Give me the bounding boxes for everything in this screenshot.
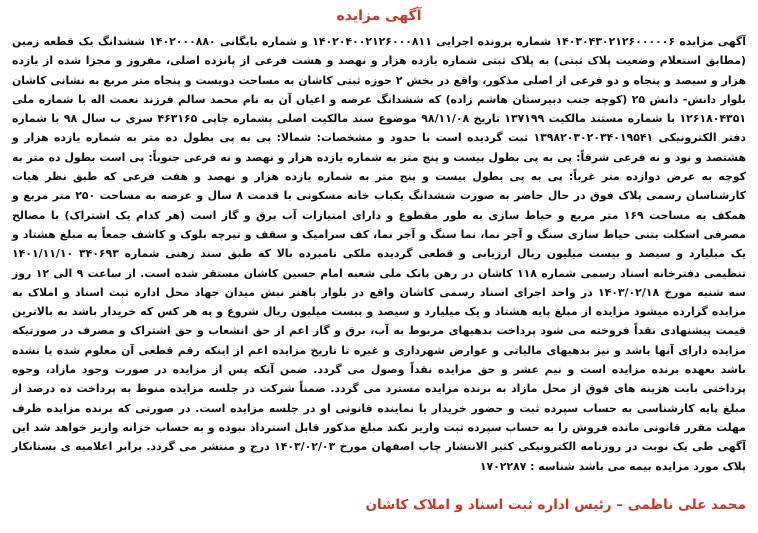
- notice-title: آگهی مزایده: [336, 8, 422, 24]
- notice-body: آگهی مزایده ۱۴۰۳۰۴۳۰۲۱۲۶۰۰۰۰۰۶ شماره پرونده اجرایی ۱۴۰۲۰۴۰۰۲۱۲۶۰۰۰۸۱۱ و شماره بایگانی ۱۴۰۲۰۰۰۸۸۰ ششدانگ یک قطعه زمین (مطابق استعلام وضعیت پلاک ثبتی) به پلاک ثبتی شماره یازده هزار و نهصد و هشت فرعی از پانزده اصلی، مفروز و مجزا شده از یازده هزار و سیصد و پنجاه و دو فرعی از اصلی مذکور، واقع در بخش ۲ حوزه ثبتی کاشان به مساحت دویست و پنجاه متر مربع به نشانی کاشان بلوار دانش- دانش ۲۵ (کوچه جنب دبیرستان هاشم زاده) که ششدانگ عرصه و اعیان آن به نام محمد سالم فرزند نعمت اله با شماره ملی ۱۲۶۱۸۰۴۳۵۱ با شماره مستند مالکیت ۱۳۷۱۹۹ تاریخ ۹۸/۱۱/۰۸ موضوع سند مالکیت اصلی بشماره چاپی ۴۶۳۱۶۵ سری ب سال ۹۸ با شماره دفتر الکترونیکی ۱۳۹۸۲۰۳۰۲۰۳۴۰۱۹۵۴۱ ثبت گردیده است با حدود و مشخصات: شمالا: پی به پی بطول ده متر به شماره یازده هزار و هشتصد و نود و نه فرعی شرقاً: پی به پی بطول بیست و پنج متر به شماره یازده هزار و نهصد و نه فرعی جنوباً: پی است بطول ده متر به کوچه به عرض دوازده متر غرباً: پی به پی بطول بیست و پنج متر به شماره یازده هزار و نهصد و هفت فرعی که طبق نظر هیات کارشناسان رسمی پلاک فوق در حال حاضر به صورت ششدانگ یکباب خانه مسکونی با قدمت ۸ سال و عرصه به مساحت ۲۵۰ متر مربع و همکف به مساحت ۱۶۹ متر مربع و حیاط سازی به طور مقطوع و دارای امتیازات آب برق و گاز است (هر کدام یک اشتراک) با مصالح مصرفی اسکلت بتنی حیاط سازی سنگ و آجر نما، نما سنگ و آجر نما، کف سرامیک و سقف و تیرچه بلوک و کاشف جمعاً به مبلغ هشتاد و یک میلیارد و سیصد و بیست میلیون ریال ارزیابی و قطعی گردیده ملکی نامبرده بالا که طبق سند رهنی شماره ۳۴۰۶۹۳ ۱۴۰۱/۱۱/۱۰ تنظیمی دفترخانه اسناد رسمی شماره ۱۱۸ کاشان در رهن بانک ملی شعبه امام حسین کاشان مستقر شده است. از ساعت ۹ الی ۱۲ روز سه شنبه مورخ ۱۴۰۳/۰۲/۱۸ در واحد اجرای اسناد رسمی کاشان واقع در بلوار باهنر نبش میدان جهاد محل اداره ثبت اسناد و املاک به مزایده گزارده میشود مزایده از مبلغ پایه هشتاد و یک میلیارد و سیصد و بیست میلیون ریال شروع و به هر کس که خریدار باشد به بالاترین قیمت پیشنهادی نقداً فروخته می شود پرداخت بدهیهای مربوط به آب، برق و گاز اعم از حق انشعاب و حق اشتراک و مصرف در صورتیکه مزایده دارای آنها باشد و نیز بدهیهای مالیاتی و عوارض شهرداری و غیره تا تاریخ مزایده اعم از اینکه رقم قطعی آن معلوم شده یا نشده باشد بعهده برنده مزایده است و نیم عشر و حق مزایده نقداً وصول می گردد. ضمن آنکه پس از مزایده در صورت وجود مازاد، وجوه پرداختی بابت هزینه های فوق از محل مازاد به برنده مزایده مسترد می گردد. ضمناً شرکت در جلسه مزایده منوط به پرداخت ده درصد از مبلغ پایه کارشناسی به حساب سپرده ثبت و حضور خریدار یا نماینده قانونی او در جلسه مزایده است. در صورتی که برنده مزایده ظرف مهلت مقرر قانونی مانده فروش را به حساب سپرده ثبت واریز نکند مبلغ مذکور قابل استرداد نبوده و به حساب خزانه واریز خواهد شد این آگهی طی یک نوبت در روزنامه الکترونیکی کثیر الانتشار چاپ اصفهان مورخ ۱۴۰۳/۰۲/۰۳ درج و منتشر می گردد. برابر اعلامیه ی بستانکار پلاک مورد مزایده بیمه می باشد شناسه : ۱۷۰۲۲۸۷: [12, 35, 746, 473]
- notice-signature: محمد علی ناظمی – رئیس اداره ثبت اسناد و املاک کاشان: [365, 497, 746, 513]
